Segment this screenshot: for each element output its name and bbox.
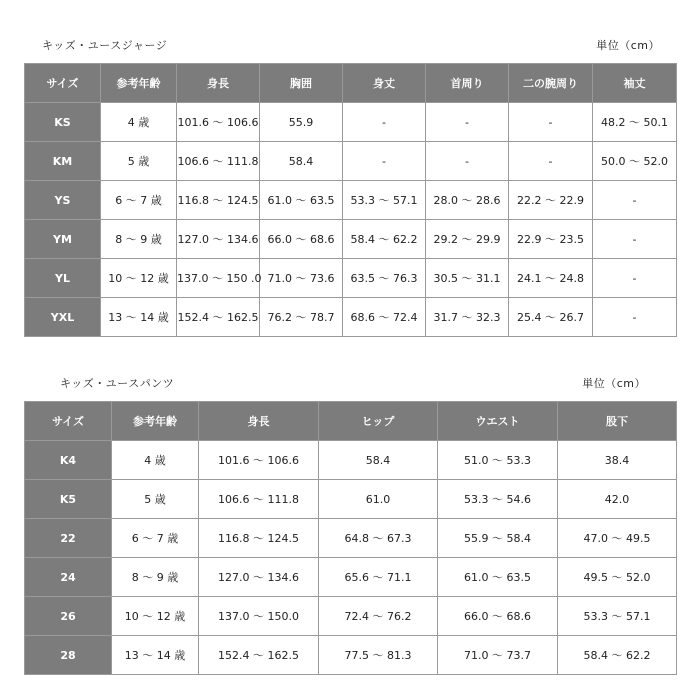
- column-header: 首周り: [426, 64, 509, 103]
- table-cell: 51.0 ～ 53.3: [438, 441, 558, 480]
- table-cell: 116.8 ～ 124.5: [177, 181, 260, 220]
- table-cell: -: [426, 142, 509, 181]
- table-cell: 42.0: [558, 480, 677, 519]
- jersey-size-table: [24, 63, 677, 337]
- jersey-title: キッズ・ユースジャージ: [42, 39, 168, 52]
- column-header: ウエスト: [438, 402, 558, 441]
- table-cell: 25.4 ～ 26.7: [509, 298, 593, 337]
- table-cell: 58.4: [260, 142, 343, 181]
- table-cell: 72.4 ～ 76.2: [319, 597, 438, 636]
- table-cell: 31.7 ～ 32.3: [426, 298, 509, 337]
- table-cell: 127.0 ～ 134.6: [177, 220, 260, 259]
- size-label: YS: [25, 181, 101, 220]
- column-header: 袖丈: [593, 64, 677, 103]
- table-cell: 6 ～ 7 歳: [101, 181, 177, 220]
- table-cell: 61.0 ～ 63.5: [438, 558, 558, 597]
- table-cell: 137.0 ～ 150 .0: [177, 259, 260, 298]
- size-label: YL: [25, 259, 101, 298]
- table-cell: 48.2 ～ 50.1: [593, 103, 677, 142]
- table-cell: 4 歳: [101, 103, 177, 142]
- table-cell: 77.5 ～ 81.3: [319, 636, 438, 675]
- column-header: 胸囲: [260, 64, 343, 103]
- table-row: [25, 298, 677, 337]
- size-label: 26: [25, 597, 112, 636]
- table-cell: 66.0 ～ 68.6: [438, 597, 558, 636]
- table-row: [25, 181, 677, 220]
- table-cell: 65.6 ～ 71.1: [319, 558, 438, 597]
- table-cell: 58.4 ～ 62.2: [343, 220, 426, 259]
- table-cell: 30.5 ～ 31.1: [426, 259, 509, 298]
- size-label: KS: [25, 103, 101, 142]
- size-label: K5: [25, 480, 112, 519]
- pants-title: キッズ・ユースパンツ: [60, 377, 175, 390]
- table-cell: -: [593, 220, 677, 259]
- table-row: [25, 259, 677, 298]
- table-cell: 55.9 ～ 58.4: [438, 519, 558, 558]
- table-cell: 71.0 ～ 73.7: [438, 636, 558, 675]
- size-label: 22: [25, 519, 112, 558]
- column-header: ヒップ: [319, 402, 438, 441]
- size-label: YXL: [25, 298, 101, 337]
- table-row: [25, 519, 677, 558]
- size-label: YM: [25, 220, 101, 259]
- table-cell: 106.6 ～ 111.8: [177, 142, 260, 181]
- table-cell: 152.4 ～ 162.5: [177, 298, 260, 337]
- table-cell: -: [343, 103, 426, 142]
- table-row: [25, 220, 677, 259]
- size-label: 28: [25, 636, 112, 675]
- table-cell: -: [426, 103, 509, 142]
- table-cell: 58.4 ～ 62.2: [558, 636, 677, 675]
- table-cell: 4 歳: [112, 441, 199, 480]
- table-cell: 61.0 ～ 63.5: [260, 181, 343, 220]
- jersey-unit: 単位（cm）: [596, 39, 660, 52]
- column-header: サイズ: [25, 402, 112, 441]
- table-cell: 49.5 ～ 52.0: [558, 558, 677, 597]
- table-cell: -: [509, 142, 593, 181]
- column-header: 身丈: [343, 64, 426, 103]
- table-cell: 64.8 ～ 67.3: [319, 519, 438, 558]
- column-header: サイズ: [25, 64, 101, 103]
- table-row: [25, 597, 677, 636]
- table-cell: 127.0 ～ 134.6: [199, 558, 319, 597]
- table-row: [25, 480, 677, 519]
- column-header: 身長: [199, 402, 319, 441]
- column-header: 参考年齢: [112, 402, 199, 441]
- table-cell: 53.3 ～ 57.1: [558, 597, 677, 636]
- table-row: [25, 558, 677, 597]
- table-row: [25, 441, 677, 480]
- column-header: 参考年齢: [101, 64, 177, 103]
- table-cell: 66.0 ～ 68.6: [260, 220, 343, 259]
- table-cell: 13 ～ 14 歳: [101, 298, 177, 337]
- table-row: [25, 142, 677, 181]
- header-row: [25, 402, 677, 441]
- table-cell: -: [593, 181, 677, 220]
- table-cell: 13 ～ 14 歳: [112, 636, 199, 675]
- table-cell: 76.2 ～ 78.7: [260, 298, 343, 337]
- column-header: 二の腕周り: [509, 64, 593, 103]
- size-label: K4: [25, 441, 112, 480]
- table-cell: 116.8 ～ 124.5: [199, 519, 319, 558]
- table-cell: 10 ～ 12 歳: [101, 259, 177, 298]
- table-cell: -: [593, 298, 677, 337]
- table-cell: 6 ～ 7 歳: [112, 519, 199, 558]
- column-header: 身長: [177, 64, 260, 103]
- table-cell: 53.3 ～ 57.1: [343, 181, 426, 220]
- table-cell: 53.3 ～ 54.6: [438, 480, 558, 519]
- table-cell: 5 歳: [112, 480, 199, 519]
- pants-unit: 単位（cm）: [582, 377, 646, 390]
- column-header: 股下: [558, 402, 677, 441]
- table-row: [25, 103, 677, 142]
- table-cell: 137.0 ～ 150.0: [199, 597, 319, 636]
- table-cell: 8 ～ 9 歳: [101, 220, 177, 259]
- table-cell: 22.2 ～ 22.9: [509, 181, 593, 220]
- table-cell: 38.4: [558, 441, 677, 480]
- table-cell: 101.6 ～ 106.6: [177, 103, 260, 142]
- pants-size-table: [24, 401, 677, 675]
- table-cell: 8 ～ 9 歳: [112, 558, 199, 597]
- table-cell: 152.4 ～ 162.5: [199, 636, 319, 675]
- table-cell: 58.4: [319, 441, 438, 480]
- table-row: [25, 636, 677, 675]
- table-cell: 71.0 ～ 73.6: [260, 259, 343, 298]
- table-cell: -: [593, 259, 677, 298]
- table-cell: -: [343, 142, 426, 181]
- table-cell: 63.5 ～ 76.3: [343, 259, 426, 298]
- table-cell: 24.1 ～ 24.8: [509, 259, 593, 298]
- table-cell: 101.6 ～ 106.6: [199, 441, 319, 480]
- table-cell: 28.0 ～ 28.6: [426, 181, 509, 220]
- table-cell: 47.0 ～ 49.5: [558, 519, 677, 558]
- size-label: 24: [25, 558, 112, 597]
- table-cell: 106.6 ～ 111.8: [199, 480, 319, 519]
- table-cell: 61.0: [319, 480, 438, 519]
- table-cell: 10 ～ 12 歳: [112, 597, 199, 636]
- table-cell: -: [509, 103, 593, 142]
- table-cell: 68.6 ～ 72.4: [343, 298, 426, 337]
- table-cell: 5 歳: [101, 142, 177, 181]
- table-cell: 55.9: [260, 103, 343, 142]
- size-label: KM: [25, 142, 101, 181]
- table-cell: 50.0 ～ 52.0: [593, 142, 677, 181]
- table-cell: 29.2 ～ 29.9: [426, 220, 509, 259]
- table-cell: 22.9 ～ 23.5: [509, 220, 593, 259]
- header-row: [25, 64, 677, 103]
